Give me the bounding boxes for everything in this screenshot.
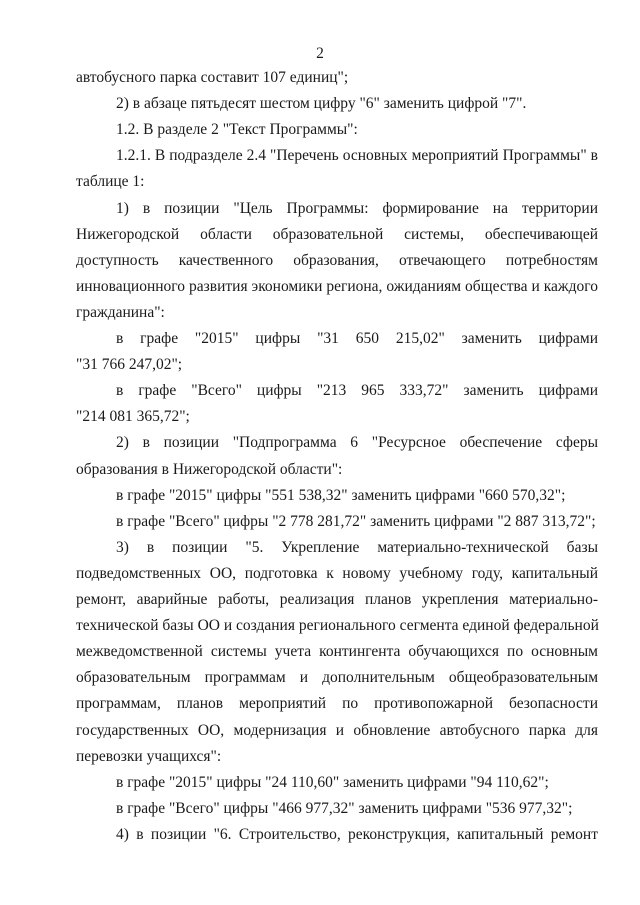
text-line: 3) в позиции "5. Укрепление материально-технической базы [116, 538, 598, 556]
text-line: "214 081 365,72"; [76, 408, 190, 426]
text-line: 2) в абзаце пятьдесят шестом цифру "6" заменить цифрой "7". [116, 95, 527, 113]
text-line: перевозки учащихся": [76, 747, 222, 765]
text-line: в графе "2015" цифры "551 538,32" заменить цифрами "660 570,32"; [116, 486, 566, 504]
text-line: в графе "Всего" цифры "466 977,32" заменить цифрами "536 977,32"; [116, 799, 573, 817]
text-line: инновационного развития экономики региона, ожиданиям общества и каждого [76, 277, 598, 295]
text-line: программам, планов мероприятий по противопожарной безопасности [76, 695, 598, 713]
text-line: таблице 1: [76, 173, 145, 191]
text-line: 4) в позиции "6. Строительство, реконструкция, капитальный ремонт [116, 825, 598, 843]
text-line: 1.2. В разделе 2 "Текст Программы": [116, 121, 358, 139]
text-line: в графе "2015" цифры "24 110,60" заменить цифрами "94 110,62"; [116, 773, 549, 791]
text-line: образовательным программам и дополнительным общеобразовательным [76, 669, 598, 687]
text-line: Нижегородской области образовательной системы, обеспечивающей [76, 225, 598, 243]
text-line: в графе "2015" цифры "31 650 215,02" заменить цифрами [116, 330, 598, 347]
text-line: 2) в позиции "Подпрограмма 6 "Ресурсное обеспечение сферы [116, 434, 598, 452]
text-line: государственных ОО, модернизация и обновление автобусного парка для [76, 721, 598, 739]
text-line: гражданина": [76, 303, 165, 321]
text-line: в графе "Всего" цифры "2 778 281,72" заменить цифрами "2 887 313,72"; [116, 512, 596, 530]
text-line: технической базы ОО и создания регионального сегмента единой федеральной [76, 617, 599, 635]
text-line: подведомственных ОО, подготовка к новому учебному году, капитальный [76, 564, 598, 582]
text-line: межведомственной системы учета контингента обучающихся по основным [76, 643, 598, 661]
text-line: "31 766 247,02"; [76, 356, 183, 374]
text-line: автобусного парка составит 107 единиц"; [76, 69, 349, 86]
text-line: доступность качественного образования, отвечающего потребностям [76, 251, 598, 269]
text-line: 1) в позиции "Цель Программы: формирование на территории [116, 199, 598, 217]
page-number: 2 [316, 45, 324, 62]
text-line: образования в Нижегородской области": [76, 460, 343, 478]
text-line: в графе "Всего" цифры "213 965 333,72" заменить цифрами [116, 382, 598, 400]
text-line: ремонт, аварийные работы, реализация планов укрепления материально- [76, 591, 598, 608]
text-line: 1.2.1. В подразделе 2.4 "Перечень основных мероприятий Программы" в [116, 147, 598, 165]
